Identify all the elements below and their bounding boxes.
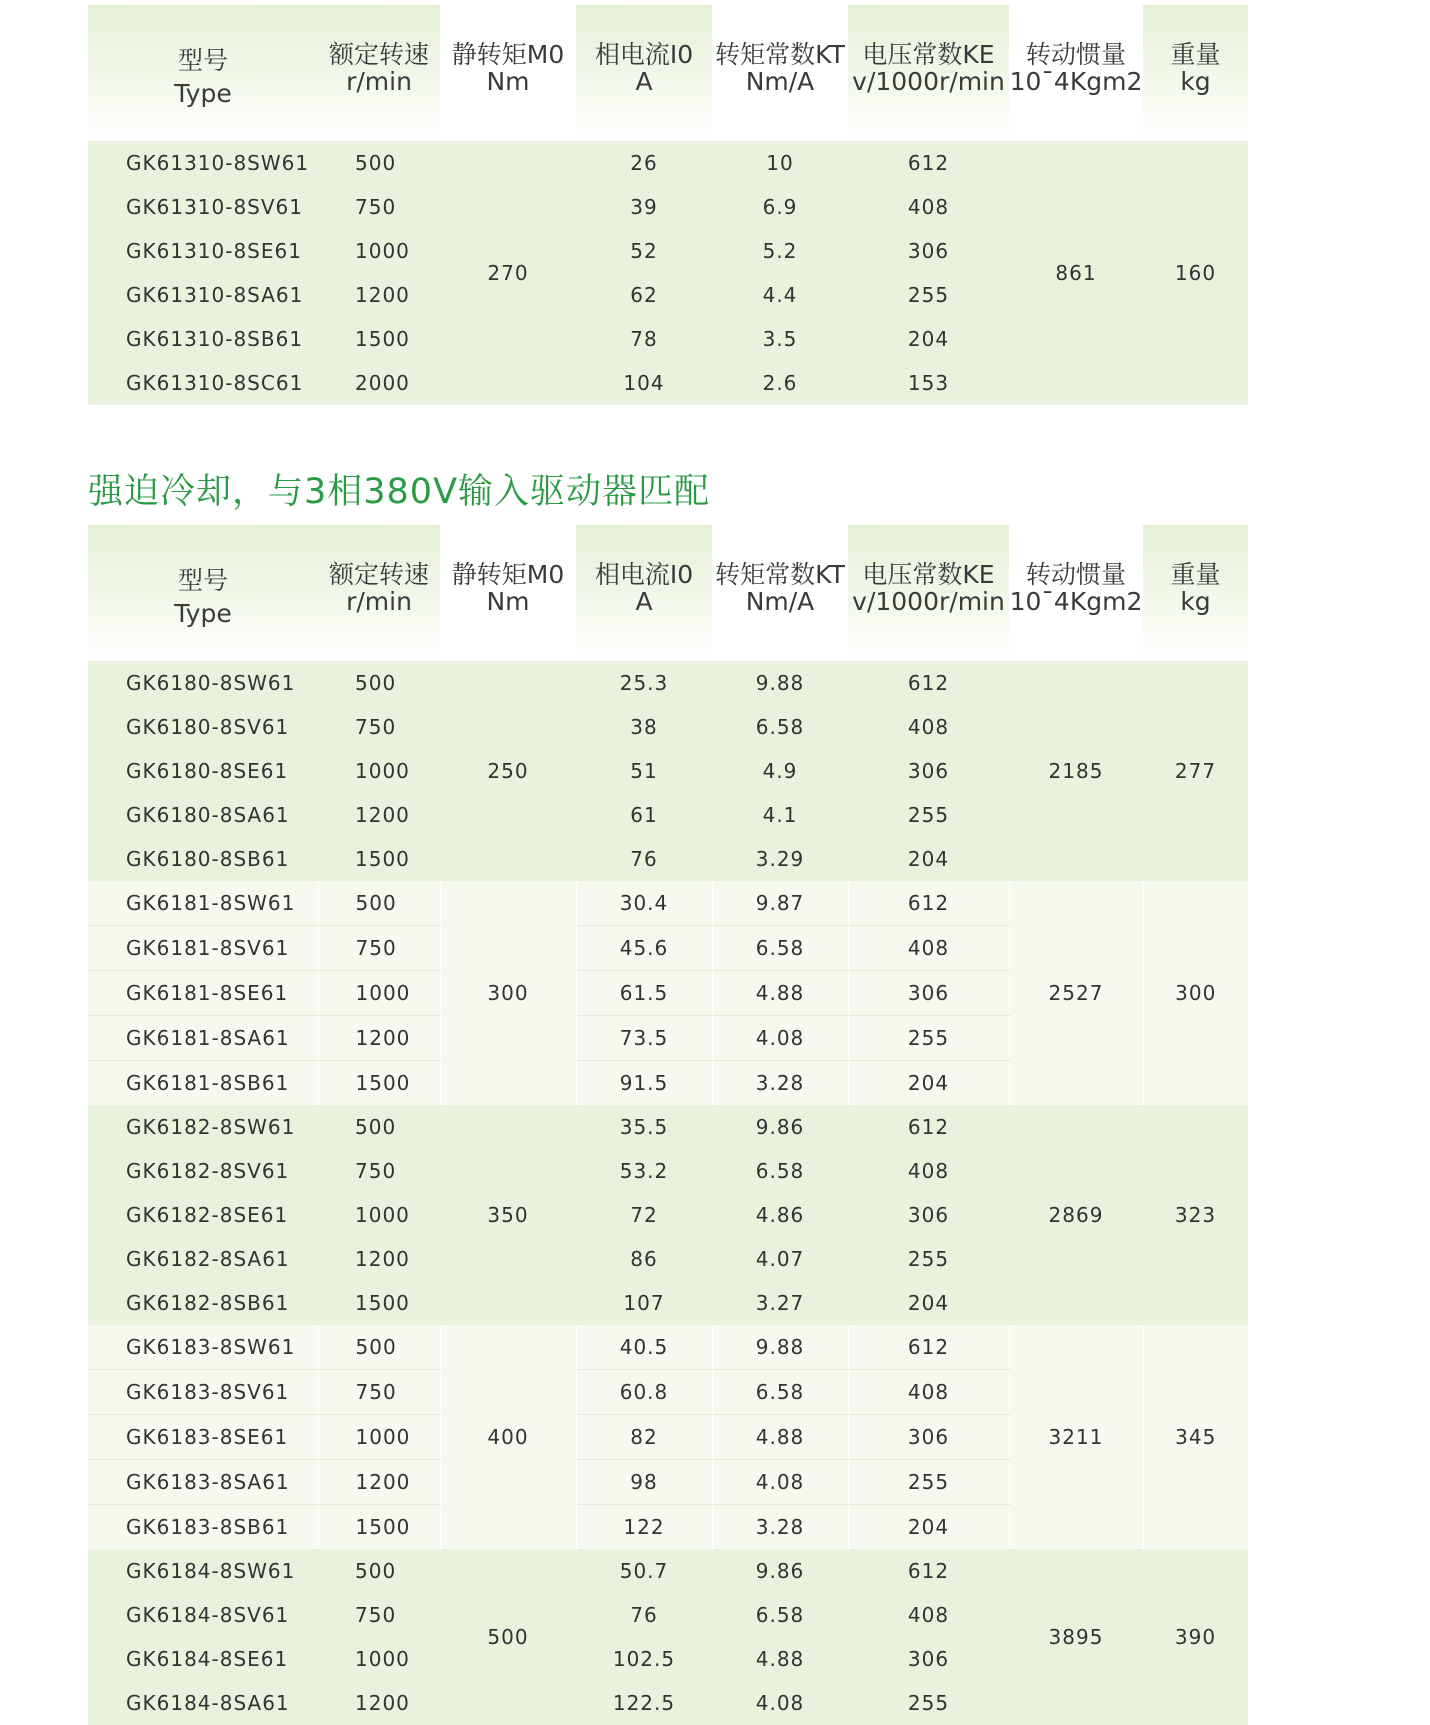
current-cell: 61.5 xyxy=(576,971,712,1016)
current-cell: 76 xyxy=(576,837,712,881)
row-group xyxy=(88,1549,1248,1725)
header-type: 型号 Type xyxy=(88,5,318,141)
kt-cell: 6.58 xyxy=(712,1593,848,1637)
header-kt: 转矩常数KT Nm/A xyxy=(712,525,848,661)
torque-cell: 300 xyxy=(440,881,576,1105)
ke-cell: 408 xyxy=(848,1149,1009,1193)
kt-cell: 6.9 xyxy=(712,185,848,229)
row-group xyxy=(88,881,1248,1105)
ke-cell: 306 xyxy=(848,1637,1009,1681)
kt-cell: 3.5 xyxy=(712,317,848,361)
weight-cell: 390 xyxy=(1143,1549,1248,1725)
header-speed: 额定转速 r/min xyxy=(318,525,440,661)
kt-cell: 6.58 xyxy=(712,1370,848,1415)
header-weight: 重量 kg xyxy=(1143,525,1248,661)
type-cell: GK6181-8SV61 xyxy=(88,926,318,971)
header-kt: 转矩常数KT Nm/A xyxy=(712,5,848,141)
speed-cell: 1200 xyxy=(318,1460,440,1505)
current-cell: 26 xyxy=(576,141,712,185)
current-cell: 104 xyxy=(576,361,712,405)
torque-cell: 270 xyxy=(440,141,576,405)
current-cell: 82 xyxy=(576,1415,712,1460)
table-row xyxy=(88,661,1248,705)
header-inertia: 转动惯量 10¯4Kgm2 xyxy=(1009,525,1143,661)
weight-cell: 345 xyxy=(1143,1325,1248,1549)
type-cell: GK6182-8SA61 xyxy=(88,1237,318,1281)
type-cell: GK6184-8SE61 xyxy=(88,1637,318,1681)
kt-cell: 9.88 xyxy=(712,661,848,705)
speed-cell: 750 xyxy=(318,705,440,749)
ke-cell: 255 xyxy=(848,1681,1009,1725)
speed-cell: 1500 xyxy=(318,317,440,361)
ke-cell: 408 xyxy=(848,1370,1009,1415)
type-cell: GK61310-8SC61 xyxy=(88,361,318,405)
current-cell: 91.5 xyxy=(576,1061,712,1106)
kt-cell: 9.86 xyxy=(712,1105,848,1149)
inertia-cell: 2869 xyxy=(1009,1105,1143,1325)
type-cell: GK61310-8SE61 xyxy=(88,229,318,273)
kt-cell: 3.28 xyxy=(712,1061,848,1106)
kt-cell: 4.1 xyxy=(712,793,848,837)
ke-cell: 408 xyxy=(848,926,1009,971)
kt-cell: 6.58 xyxy=(712,1149,848,1193)
header-current: 相电流I0 A xyxy=(576,525,712,661)
speed-cell: 750 xyxy=(318,1370,440,1415)
ke-cell: 306 xyxy=(848,1193,1009,1237)
type-cell: GK6182-8SB61 xyxy=(88,1281,318,1325)
torque-cell: 350 xyxy=(440,1105,576,1325)
speed-cell: 500 xyxy=(318,141,440,185)
header-current: 相电流I0 A xyxy=(576,5,712,141)
current-cell: 52 xyxy=(576,229,712,273)
kt-cell: 2.6 xyxy=(712,361,848,405)
speed-cell: 1000 xyxy=(318,1193,440,1237)
motor-spec-table-1 xyxy=(88,5,1248,405)
ke-cell: 255 xyxy=(848,793,1009,837)
header-torque: 静转矩M0 Nm xyxy=(440,525,576,661)
inertia-cell: 861 xyxy=(1009,141,1143,405)
kt-cell: 4.08 xyxy=(712,1681,848,1725)
current-cell: 73.5 xyxy=(576,1016,712,1061)
kt-cell: 4.9 xyxy=(712,749,848,793)
type-cell: GK6184-8SA61 xyxy=(88,1681,318,1725)
table-row xyxy=(88,1105,1248,1149)
type-cell: GK6181-8SB61 xyxy=(88,1061,318,1106)
table-row xyxy=(88,1325,1248,1370)
header-weight: 重量 kg xyxy=(1143,5,1248,141)
speed-cell: 1500 xyxy=(318,1281,440,1325)
current-cell: 35.5 xyxy=(576,1105,712,1149)
type-cell: GK6182-8SE61 xyxy=(88,1193,318,1237)
ke-cell: 408 xyxy=(848,705,1009,749)
current-cell: 39 xyxy=(576,185,712,229)
current-cell: 40.5 xyxy=(576,1325,712,1370)
current-cell: 102.5 xyxy=(576,1637,712,1681)
type-cell: GK6184-8SW61 xyxy=(88,1549,318,1593)
section-title: 强迫冷却，与3相380V输入驱动器匹配 xyxy=(88,472,711,512)
header-speed: 额定转速 r/min xyxy=(318,5,440,141)
speed-cell: 1500 xyxy=(318,1505,440,1550)
row-group xyxy=(88,1105,1248,1325)
current-cell: 122.5 xyxy=(576,1681,712,1725)
type-cell: GK6180-8SE61 xyxy=(88,749,318,793)
type-cell: GK6180-8SB61 xyxy=(88,837,318,881)
speed-cell: 1200 xyxy=(318,273,440,317)
speed-cell: 750 xyxy=(318,185,440,229)
ke-cell: 306 xyxy=(848,971,1009,1016)
spec-table xyxy=(88,525,1248,1725)
speed-cell: 750 xyxy=(318,926,440,971)
torque-cell: 250 xyxy=(440,661,576,881)
kt-cell: 9.87 xyxy=(712,881,848,926)
table-header xyxy=(88,525,1248,661)
current-cell: 61 xyxy=(576,793,712,837)
current-cell: 50.7 xyxy=(576,1549,712,1593)
spec-table xyxy=(88,5,1248,405)
current-cell: 122 xyxy=(576,1505,712,1550)
speed-cell: 500 xyxy=(318,881,440,926)
type-cell: GK6180-8SV61 xyxy=(88,705,318,749)
kt-cell: 4.08 xyxy=(712,1016,848,1061)
speed-cell: 500 xyxy=(318,1325,440,1370)
ke-cell: 255 xyxy=(848,1460,1009,1505)
ke-cell: 612 xyxy=(848,141,1009,185)
torque-cell: 500 xyxy=(440,1549,576,1725)
ke-cell: 612 xyxy=(848,1549,1009,1593)
kt-cell: 3.29 xyxy=(712,837,848,881)
header-torque: 静转矩M0 Nm xyxy=(440,5,576,141)
kt-cell: 6.58 xyxy=(712,926,848,971)
ke-cell: 408 xyxy=(848,185,1009,229)
type-cell: GK61310-8SW61 xyxy=(88,141,318,185)
speed-cell: 500 xyxy=(318,1105,440,1149)
kt-cell: 4.08 xyxy=(712,1460,848,1505)
ke-cell: 204 xyxy=(848,317,1009,361)
row-group xyxy=(88,661,1248,881)
speed-cell: 1000 xyxy=(318,749,440,793)
speed-cell: 1000 xyxy=(318,971,440,1016)
current-cell: 78 xyxy=(576,317,712,361)
weight-cell: 277 xyxy=(1143,661,1248,881)
speed-cell: 500 xyxy=(318,661,440,705)
speed-cell: 1000 xyxy=(318,1415,440,1460)
kt-cell: 3.28 xyxy=(712,1505,848,1550)
kt-cell: 4.4 xyxy=(712,273,848,317)
inertia-cell: 3895 xyxy=(1009,1549,1143,1725)
current-cell: 51 xyxy=(576,749,712,793)
kt-cell: 4.07 xyxy=(712,1237,848,1281)
ke-cell: 612 xyxy=(848,881,1009,926)
header-inertia: 转动惯量 10¯4Kgm2 xyxy=(1009,5,1143,141)
current-cell: 107 xyxy=(576,1281,712,1325)
type-cell: GK6184-8SV61 xyxy=(88,1593,318,1637)
type-cell: GK6180-8SW61 xyxy=(88,661,318,705)
weight-cell: 300 xyxy=(1143,881,1248,1105)
ke-cell: 255 xyxy=(848,1237,1009,1281)
type-cell: GK6180-8SA61 xyxy=(88,793,318,837)
ke-cell: 306 xyxy=(848,1415,1009,1460)
kt-cell: 4.88 xyxy=(712,1415,848,1460)
kt-cell: 3.27 xyxy=(712,1281,848,1325)
current-cell: 76 xyxy=(576,1593,712,1637)
kt-cell: 6.58 xyxy=(712,705,848,749)
type-cell: GK61310-8SA61 xyxy=(88,273,318,317)
current-cell: 86 xyxy=(576,1237,712,1281)
speed-cell: 1200 xyxy=(318,1016,440,1061)
type-cell: GK61310-8SV61 xyxy=(88,185,318,229)
inertia-cell: 2185 xyxy=(1009,661,1143,881)
speed-cell: 750 xyxy=(318,1149,440,1193)
inertia-cell: 3211 xyxy=(1009,1325,1143,1549)
weight-cell: 160 xyxy=(1143,141,1248,405)
speed-cell: 500 xyxy=(318,1549,440,1593)
inertia-cell: 2527 xyxy=(1009,881,1143,1105)
type-cell: GK61310-8SB61 xyxy=(88,317,318,361)
ke-cell: 612 xyxy=(848,1105,1009,1149)
kt-cell: 4.88 xyxy=(712,971,848,1016)
kt-cell: 9.88 xyxy=(712,1325,848,1370)
row-group xyxy=(88,141,1248,405)
kt-cell: 5.2 xyxy=(712,229,848,273)
ke-cell: 204 xyxy=(848,837,1009,881)
current-cell: 45.6 xyxy=(576,926,712,971)
current-cell: 72 xyxy=(576,1193,712,1237)
ke-cell: 204 xyxy=(848,1061,1009,1106)
ke-cell: 255 xyxy=(848,1016,1009,1061)
type-cell: GK6182-8SV61 xyxy=(88,1149,318,1193)
type-cell: GK6182-8SW61 xyxy=(88,1105,318,1149)
speed-cell: 1500 xyxy=(318,837,440,881)
current-cell: 30.4 xyxy=(576,881,712,926)
speed-cell: 1200 xyxy=(318,1237,440,1281)
kt-cell: 4.86 xyxy=(712,1193,848,1237)
ke-cell: 153 xyxy=(848,361,1009,405)
table-row xyxy=(88,1549,1248,1593)
table-row xyxy=(88,881,1248,926)
ke-cell: 306 xyxy=(848,229,1009,273)
kt-cell: 10 xyxy=(712,141,848,185)
header-type: 型号 Type xyxy=(88,525,318,661)
current-cell: 62 xyxy=(576,273,712,317)
type-cell: GK6183-8SV61 xyxy=(88,1370,318,1415)
type-cell: GK6183-8SB61 xyxy=(88,1505,318,1550)
ke-cell: 612 xyxy=(848,661,1009,705)
header-ke: 电压常数KE v/1000r/min xyxy=(848,525,1009,661)
speed-cell: 1200 xyxy=(318,1681,440,1725)
speed-cell: 1000 xyxy=(318,229,440,273)
type-cell: GK6183-8SW61 xyxy=(88,1325,318,1370)
ke-cell: 204 xyxy=(848,1505,1009,1550)
kt-cell: 4.88 xyxy=(712,1637,848,1681)
kt-cell: 9.86 xyxy=(712,1549,848,1593)
row-group xyxy=(88,1325,1248,1549)
header-ke: 电压常数KE v/1000r/min xyxy=(848,5,1009,141)
speed-cell: 1500 xyxy=(318,1061,440,1106)
ke-cell: 204 xyxy=(848,1281,1009,1325)
speed-cell: 750 xyxy=(318,1593,440,1637)
table-row xyxy=(88,141,1248,185)
current-cell: 60.8 xyxy=(576,1370,712,1415)
ke-cell: 306 xyxy=(848,749,1009,793)
motor-spec-table-2 xyxy=(88,525,1248,1725)
type-cell: GK6181-8SW61 xyxy=(88,881,318,926)
ke-cell: 612 xyxy=(848,1325,1009,1370)
current-cell: 53.2 xyxy=(576,1149,712,1193)
type-cell: GK6183-8SA61 xyxy=(88,1460,318,1505)
speed-cell: 2000 xyxy=(318,361,440,405)
current-cell: 98 xyxy=(576,1460,712,1505)
speed-cell: 1000 xyxy=(318,1637,440,1681)
ke-cell: 255 xyxy=(848,273,1009,317)
torque-cell: 400 xyxy=(440,1325,576,1549)
weight-cell: 323 xyxy=(1143,1105,1248,1325)
type-cell: GK6181-8SE61 xyxy=(88,971,318,1016)
type-cell: GK6181-8SA61 xyxy=(88,1016,318,1061)
ke-cell: 408 xyxy=(848,1593,1009,1637)
type-cell: GK6183-8SE61 xyxy=(88,1415,318,1460)
current-cell: 25.3 xyxy=(576,661,712,705)
current-cell: 38 xyxy=(576,705,712,749)
table-header xyxy=(88,5,1248,141)
speed-cell: 1200 xyxy=(318,793,440,837)
